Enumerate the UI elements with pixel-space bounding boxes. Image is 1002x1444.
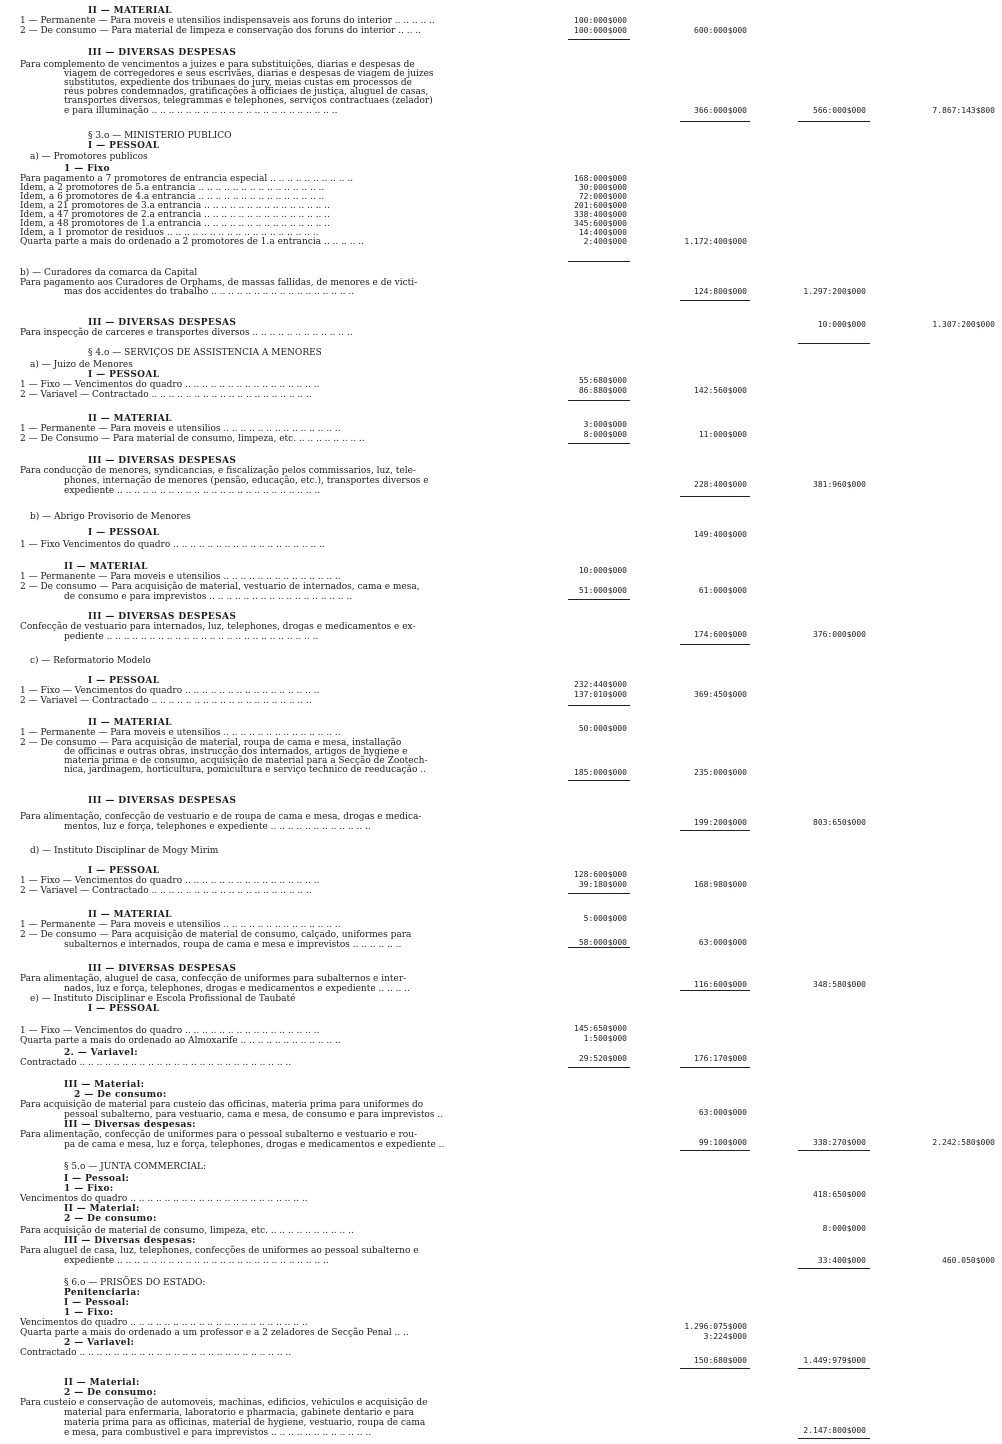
budget-line-text: viagem de corregedores e seus escrivães, diarias e despesas de viagem de juizes bbox=[64, 69, 434, 79]
section-heading: II — MATERIAL bbox=[64, 562, 148, 572]
budget-line-text: b) — Curadores da comarca da Capital bbox=[20, 268, 198, 278]
budget-line-text: Para conducção de menores, syndicancias, e fiscalização pelos commissarios, luz, tele- bbox=[20, 466, 416, 476]
budget-line-text: d) — Instituto Disciplinar de Mogy Mirim bbox=[30, 846, 219, 856]
budget-line-text: 2 — De consumo — Para acquisição de material, roupa de cama e mesa, installação bbox=[20, 738, 402, 748]
budget-line-text: 2 — De consumo — Para material de limpeza e conservação dos foruns do interior .. .. .. bbox=[20, 26, 422, 36]
amount-column-2: 150:680$000 bbox=[694, 1356, 747, 1365]
amount-column-1: 30:000$000 bbox=[578, 183, 627, 192]
amount-column-3: 566:000$000 bbox=[813, 106, 866, 115]
budget-line-text: § 3.o — MINISTERIO PUBLICO bbox=[88, 131, 232, 141]
amount-column-3: 348:580$000 bbox=[813, 980, 866, 989]
budget-line-text: subalternos e internados, roupa de cama e mesa e imprevistos .. .. .. .. .. .. bbox=[64, 940, 402, 950]
budget-line-text: transportes diversos, telegrammas e telephones, serviços contractuaes (zelador) bbox=[64, 96, 433, 106]
section-heading: III — Diversas despesas: bbox=[64, 1236, 196, 1246]
section-heading: III — Diversas despesas: bbox=[64, 1120, 196, 1130]
amount-column-1: 128:600$000 bbox=[574, 870, 627, 879]
budget-line-text: b) — Abrigo Provisorio de Menores bbox=[30, 512, 191, 522]
budget-line-text: Contractado .. .. .. .. .. .. .. .. .. .. .. .. .. .. .. .. .. .. .. .. .. .. .. .. .. bbox=[20, 1058, 292, 1068]
budget-line-text: 2 — De consumo — Para acquisição de material de consumo, calçado, uniformes para bbox=[20, 930, 412, 940]
amount-column-2: 168:980$000 bbox=[694, 880, 747, 889]
amount-column-1: 137:010$000 bbox=[574, 690, 627, 699]
amount-column-2: 1.296:075$000 bbox=[684, 1322, 747, 1331]
amount-column-1: 51:000$000 bbox=[578, 586, 627, 595]
amount-column-3: 1.297:200$000 bbox=[803, 287, 866, 296]
subtotal-rule bbox=[680, 300, 750, 301]
subtotal-rule bbox=[798, 1438, 870, 1439]
subtotal-rule bbox=[568, 599, 630, 600]
amount-column-1: 5:000$000 bbox=[583, 914, 627, 923]
budget-line-text: pediente .. .. .. .. .. .. .. .. .. .. .. .. .. .. .. .. .. .. .. .. .. .. .. .. .. bbox=[64, 632, 319, 642]
amount-column-2: 63:000$000 bbox=[698, 1108, 747, 1117]
section-heading: III — DIVERSAS DESPESAS bbox=[88, 456, 237, 466]
section-heading: 1 — Fixo: bbox=[64, 1184, 114, 1194]
budget-line-text: material para enfermaria, laboratorio e pharmacia, gabinete dentario e para bbox=[64, 1408, 414, 1418]
amount-column-1: 29:520$000 bbox=[578, 1054, 627, 1063]
section-heading: III — Material: bbox=[64, 1080, 145, 1090]
subtotal-rule bbox=[680, 830, 750, 831]
section-heading: II — Material: bbox=[64, 1378, 140, 1388]
amount-column-1: 345:600$000 bbox=[574, 219, 627, 228]
section-heading: 2 — De consumo: bbox=[64, 1388, 157, 1398]
amount-column-1: 338:400$000 bbox=[574, 210, 627, 219]
amount-column-4: 1.307:200$000 bbox=[932, 320, 995, 329]
budget-line-text: Para pagamento a 7 promotores de entrancia especial .. .. .. .. .. .. .. .. .. .. bbox=[20, 174, 354, 184]
budget-line-text: 1 — Fixo — Vencimentos do quadro .. .. .. .. .. .. .. .. .. .. .. .. .. .. .. .. bbox=[20, 1026, 320, 1036]
amount-column-3: 10:000$000 bbox=[817, 320, 866, 329]
subtotal-rule bbox=[568, 443, 630, 444]
amount-column-2: 61:000$000 bbox=[698, 586, 747, 595]
amount-column-2: 116:600$000 bbox=[694, 980, 747, 989]
budget-line-text: Para alimentação, confecção de vestuario e de roupa de cama e mesa, drogas e medica- bbox=[20, 812, 422, 822]
budget-line-text: 2 — De Consumo — Para material de consumo, limpeza, etc. .. .. .. .. .. .. .. .. bbox=[20, 434, 365, 444]
amount-column-3: 376:000$000 bbox=[813, 630, 866, 639]
amount-column-2: 235:000$000 bbox=[694, 768, 747, 777]
section-heading: III — DIVERSAS DESPESAS bbox=[88, 48, 237, 58]
amount-column-3: 338:270$000 bbox=[813, 1138, 866, 1147]
budget-line-text: phones, internação de menores (pensão, educação, etc.), transportes diversos e bbox=[64, 476, 429, 486]
amount-column-2: 174:600$000 bbox=[694, 630, 747, 639]
subtotal-rule bbox=[680, 1150, 750, 1151]
budget-line-text: 2 — Variavel — Contractado .. .. .. .. .. .. .. .. .. .. .. .. .. .. .. .. .. .. .. bbox=[20, 886, 312, 896]
budget-line-text: Para alimentação, confecção de uniformes para o pessoal subalterno e vestuario e rou- bbox=[20, 1130, 418, 1140]
budget-line-text: Para pagamento aos Curadores de Orphams, de massas fallidas, de menores e de victi- bbox=[20, 278, 418, 288]
budget-line-text: a) — Juizo de Menores bbox=[30, 360, 133, 370]
amount-column-2: 600:000$000 bbox=[694, 26, 747, 35]
subtotal-rule bbox=[798, 343, 870, 344]
budget-line-text: pa de cama e mesa, luz e força, telephones, drogas e medicamentos e expediente .. bbox=[64, 1140, 445, 1150]
amount-column-4: 2.242:580$000 bbox=[932, 1138, 995, 1147]
section-heading: I — Pessoal: bbox=[64, 1298, 130, 1308]
amount-column-2: 11:000$000 bbox=[698, 430, 747, 439]
section-heading: 1 — Fixo: bbox=[64, 1308, 114, 1318]
amount-column-3: 381:960$000 bbox=[813, 480, 866, 489]
budget-line-text: Para acquisição de material de consumo, limpeza, etc. .. .. .. .. .. .. .. .. .. .. bbox=[20, 1226, 354, 1236]
section-heading: II — MATERIAL bbox=[88, 718, 172, 728]
amount-column-3: 2.147:800$000 bbox=[803, 1426, 866, 1435]
section-heading: I — PESSOAL bbox=[88, 528, 160, 538]
amount-column-1: 10:000$000 bbox=[578, 566, 627, 575]
budget-line-text: expediente .. .. .. .. .. .. .. .. .. .. .. .. .. .. .. .. .. .. .. .. .. .. .. .. .. bbox=[64, 1256, 329, 1266]
amount-column-1: 232:440$000 bbox=[574, 680, 627, 689]
amount-column-1: 2:400$000 bbox=[583, 237, 627, 246]
amount-column-3: 803:650$000 bbox=[813, 818, 866, 827]
amount-column-2: 149:400$000 bbox=[694, 530, 747, 539]
amount-column-2: 1.172:400$000 bbox=[684, 237, 747, 246]
amount-column-2: 369:450$000 bbox=[694, 690, 747, 699]
section-heading: II — MATERIAL bbox=[88, 6, 172, 16]
subtotal-rule bbox=[568, 400, 630, 401]
subtotal-rule bbox=[798, 121, 870, 122]
amount-column-1: 50:000$000 bbox=[578, 724, 627, 733]
amount-column-2: 142:560$000 bbox=[694, 386, 747, 395]
amount-column-3: 33:400$000 bbox=[817, 1256, 866, 1265]
budget-line-text: Contractado .. .. .. .. .. .. .. .. .. .. .. .. .. .. .. .. .. .. .. .. .. .. .. .. .. bbox=[20, 1348, 292, 1358]
budget-line-text: 1 — Permanente — Para moveis e utensilios .. .. .. .. .. .. .. .. .. .. .. .. .. .. bbox=[20, 572, 341, 582]
budget-line-text: Idem, a 2 promotores de 5.a entrancia .. .. .. .. .. .. .. .. .. .. .. .. .. .. .. bbox=[20, 183, 325, 193]
subtotal-rule bbox=[568, 1067, 630, 1068]
subtotal-rule bbox=[680, 121, 750, 122]
amount-column-2: 366:000$000 bbox=[694, 106, 747, 115]
section-heading: 2 — Variavel: bbox=[64, 1338, 135, 1348]
budget-line-text: 1 — Permanente — Para moveis e utensilios .. .. .. .. .. .. .. .. .. .. .. .. .. .. bbox=[20, 920, 341, 930]
budget-line-text: Idem, a 1 promotor de residuos .. .. .. .. .. .. .. .. .. .. .. .. .. .. .. .. .. .. bbox=[20, 228, 319, 238]
budget-line-text: § 4.o — SERVIÇOS DE ASSISTENCIA A MENORES bbox=[88, 348, 322, 358]
amount-column-1: 3:000$000 bbox=[583, 420, 627, 429]
amount-column-1: 58:000$000 bbox=[578, 938, 627, 947]
budget-line-text: 1 — Fixo — Vencimentos do quadro .. .. .. .. .. .. .. .. .. .. .. .. .. .. .. .. bbox=[20, 380, 320, 390]
budget-line-text: Vencimentos do quadro .. .. .. .. .. .. .. .. .. .. .. .. .. .. .. .. .. .. .. .. .. bbox=[20, 1194, 308, 1204]
subtotal-rule bbox=[680, 1368, 750, 1369]
amount-column-2: 99:100$000 bbox=[698, 1138, 747, 1147]
section-heading: I — PESSOAL bbox=[88, 370, 160, 380]
budget-line-text: de consumo e para imprevistos .. .. .. .. .. .. .. .. .. .. .. .. .. .. .. .. .. bbox=[64, 592, 353, 602]
amount-column-2: 176:170$000 bbox=[694, 1054, 747, 1063]
section-heading: I — Pessoal: bbox=[64, 1174, 130, 1184]
budget-line-text: 1 — Fixo Vencimentos do quadro .. .. .. .. .. .. .. .. .. .. .. .. .. .. .. .. .. .. bbox=[20, 540, 325, 550]
subtotal-rule bbox=[568, 947, 630, 948]
amount-column-1: 72:000$000 bbox=[578, 192, 627, 201]
budget-line-text: 2 — Variavel — Contractado .. .. .. .. .. .. .. .. .. .. .. .. .. .. .. .. .. .. .. bbox=[20, 696, 312, 706]
section-heading: I — PESSOAL bbox=[88, 866, 160, 876]
budget-line-text: Para alimentação, aluguel de casa, confecção de uniformes para subalternos e inter- bbox=[20, 974, 407, 984]
budget-line-text: Vencimentos do quadro .. .. .. .. .. .. .. .. .. .. .. .. .. .. .. .. .. .. .. .. .. bbox=[20, 1318, 308, 1328]
budget-line-text: mas dos accidentes do trabalho .. .. .. .. .. .. .. .. .. .. .. .. .. .. .. .. .. bbox=[64, 287, 355, 297]
section-heading: I — PESSOAL bbox=[88, 676, 160, 686]
budget-line-text: 2 — De consumo — Para acquisição de material, vestuario de internados, cama e mesa, bbox=[20, 582, 420, 592]
amount-column-1: 168:000$000 bbox=[574, 174, 627, 183]
subtotal-rule bbox=[798, 1268, 870, 1269]
budget-line-text: Idem, a 47 promotores de 2.a entrancia .. .. .. .. .. .. .. .. .. .. .. .. .. .. .. bbox=[20, 210, 331, 220]
subtotal-rule bbox=[680, 1067, 750, 1068]
budget-line-text: e mesa, para combustivel e para imprevistos .. .. .. .. .. .. .. .. .. .. .. .. bbox=[64, 1428, 372, 1438]
budget-line-text: Para custeio e conservação de automoveis, machinas, edificios, vehiculos e acquisição de bbox=[20, 1398, 428, 1408]
subtotal-rule bbox=[568, 705, 630, 706]
budget-line-text: Idem, a 21 promotores de 3.a entrancia .. .. .. .. .. .. .. .. .. .. .. .. .. .. .. bbox=[20, 201, 331, 211]
budget-line-text: c) — Reformatorio Modelo bbox=[30, 656, 151, 666]
budget-line-text: Para acquisição de material para custeio das officinas, materia prima para uniformes do bbox=[20, 1100, 424, 1110]
section-heading: III — DIVERSAS DESPESAS bbox=[88, 964, 237, 974]
budget-line-text: 1 — Permanente — Para moveis e utensilios .. .. .. .. .. .. .. .. .. .. .. .. .. .. bbox=[20, 424, 341, 434]
budget-line-text: § 5.o — JUNTA COMMERCIAL: bbox=[64, 1162, 207, 1172]
budget-line-text: Idem, a 6 promotores de 4.a entrancia .. .. .. .. .. .. .. .. .. .. .. .. .. .. .. bbox=[20, 192, 325, 202]
section-heading: II — Material: bbox=[64, 1204, 140, 1214]
section-heading: I — PESSOAL bbox=[88, 1004, 160, 1014]
budget-line-text: e para illuminação .. .. .. .. .. .. .. .. .. .. .. .. .. .. .. .. .. .. .. .. .. .. bbox=[64, 106, 338, 116]
subtotal-rule bbox=[798, 1368, 870, 1369]
amount-column-1: 100:000$000 bbox=[574, 16, 627, 25]
subtotal-rule bbox=[680, 990, 750, 991]
amount-column-1: 145:650$000 bbox=[574, 1024, 627, 1033]
section-heading: Penitenciaria: bbox=[64, 1288, 141, 1298]
amount-column-1: 86:880$000 bbox=[578, 386, 627, 395]
section-heading: 2 — De consumo: bbox=[64, 1214, 157, 1224]
budget-line-text: 1 — Permanente — Para moveis e utensilios indispensaveis aos foruns do interior .. .. .. .. .. bbox=[20, 16, 435, 26]
amount-column-1: 100:000$000 bbox=[574, 26, 627, 35]
budget-line-text: 2 — Variavel — Contractado .. .. .. .. .. .. .. .. .. .. .. .. .. .. .. .. .. .. .. bbox=[20, 390, 312, 400]
section-heading: I — PESSOAL bbox=[88, 141, 160, 151]
budget-line-text: materia prima para as officinas, material de hygiene, vestuario, roupa de cama bbox=[64, 1418, 426, 1428]
budget-line-text: 1 — Fixo — Vencimentos do quadro .. .. .. .. .. .. .. .. .. .. .. .. .. .. .. .. bbox=[20, 686, 320, 696]
budget-line-text: mentos, luz e força, telephones e expediente .. .. .. .. .. .. .. .. .. .. .. .. bbox=[64, 822, 371, 832]
budget-line-text: Para complemento de vencimentos a juizes e para substituições, diarias e despesas de bbox=[20, 60, 415, 70]
budget-line-text: nica, jardinagem, horticultura, pomicultura e serviço technico de reeducação .. bbox=[64, 765, 426, 775]
amount-column-4: 7.867:143$800 bbox=[932, 106, 995, 115]
section-heading: 1 — Fixo bbox=[64, 164, 110, 174]
budget-line-text: Idem, a 48 promotores de 1.a entrancia .. .. .. .. .. .. .. .. .. .. .. .. .. .. .. bbox=[20, 219, 331, 229]
amount-column-2: 199:200$000 bbox=[694, 818, 747, 827]
budget-line-text: Para inspecção de carceres e transportes diversos .. .. .. .. .. .. .. .. .. .. .. .. bbox=[20, 328, 353, 338]
amount-column-3: 1.449:979$000 bbox=[803, 1356, 866, 1365]
amount-column-1: 55:680$000 bbox=[578, 376, 627, 385]
section-heading: III — DIVERSAS DESPESAS bbox=[88, 318, 237, 328]
amount-column-2: 3:224$000 bbox=[703, 1332, 747, 1341]
budget-line-text: Confecção de vestuario para internados, luz, telephones, drogas e medicamentos e ex- bbox=[20, 622, 416, 632]
budget-line-text: materia prima e de consumo, acquisição de material para a Secção de Zootech- bbox=[64, 756, 428, 766]
budget-line-text: Quarta parte a mais do ordenado ao Almoxarife .. .. .. .. .. .. .. .. .. .. .. .. bbox=[20, 1036, 341, 1046]
budget-line-text: nados, luz e força, telephones, drogas e medicamentos e expediente .. .. .. .. bbox=[64, 984, 410, 994]
amount-column-3: 418:650$000 bbox=[813, 1190, 866, 1199]
budget-line-text: pessoal subalterno, para vestuario, cama e mesa, de consumo e para imprevistos .. bbox=[64, 1110, 444, 1120]
section-heading: III — DIVERSAS DESPESAS bbox=[88, 612, 237, 622]
budget-line-text: § 6.o — PRISÕES DO ESTADO: bbox=[64, 1278, 206, 1288]
amount-column-1: 14:400$000 bbox=[578, 228, 627, 237]
section-heading: 2. — Variavel: bbox=[64, 1048, 138, 1058]
amount-column-1: 201:600$000 bbox=[574, 201, 627, 210]
subtotal-rule bbox=[680, 644, 750, 645]
amount-column-3: 8:000$000 bbox=[822, 1224, 866, 1233]
amount-column-2: 228:400$000 bbox=[694, 480, 747, 489]
subtotal-rule bbox=[568, 780, 630, 781]
budget-line-text: expediente .. .. .. .. .. .. .. .. .. .. .. .. .. .. .. .. .. .. .. .. .. .. .. .. bbox=[64, 486, 321, 496]
subtotal-rule bbox=[568, 893, 630, 894]
amount-column-1: 39:180$000 bbox=[578, 880, 627, 889]
budget-line-text: 1 — Permanente — Para moveis e utensilios .. .. .. .. .. .. .. .. .. .. .. .. .. .. bbox=[20, 728, 341, 738]
subtotal-rule bbox=[568, 39, 630, 40]
amount-column-1: 8:000$000 bbox=[583, 430, 627, 439]
section-heading: II — MATERIAL bbox=[88, 910, 172, 920]
budget-line-text: réus pobres condemnados, gratificações á officiaes de justiça, aluguel de casas, bbox=[64, 87, 429, 97]
subtotal-rule bbox=[568, 261, 630, 262]
budget-line-text: e) — Instituto Disciplinar e Escola Profissional de Taubaté bbox=[30, 994, 296, 1004]
section-heading: II — MATERIAL bbox=[88, 414, 172, 424]
budget-line-text: de officinas e outras obras, instrucção dos internados, artigos de hygiene e bbox=[64, 747, 408, 757]
amount-column-2: 63:000$000 bbox=[698, 938, 747, 947]
budget-line-text: a) — Promotores publicos bbox=[30, 152, 148, 162]
subtotal-rule bbox=[798, 1150, 870, 1151]
budget-line-text: Quarta parte a mais do ordenado a um professor e a 2 zeladores de Secção Penal .. .. bbox=[20, 1328, 409, 1338]
amount-column-1: 1:500$000 bbox=[583, 1034, 627, 1043]
section-heading: 2 — De consumo: bbox=[74, 1090, 167, 1100]
section-heading: III — DIVERSAS DESPESAS bbox=[88, 796, 237, 806]
budget-line-text: 1 — Fixo — Vencimentos do quadro .. .. .. .. .. .. .. .. .. .. .. .. .. .. .. .. bbox=[20, 876, 320, 886]
amount-column-4: 460.050$000 bbox=[942, 1256, 995, 1265]
budget-line-text: Quarta parte a mais do ordenado a 2 promotores de 1.a entrancia .. .. .. .. .. bbox=[20, 237, 365, 247]
budget-line-text: Para aluguel de casa, luz, telephones, confecções de uniformes ao pessoal subalterno e bbox=[20, 1246, 419, 1256]
budget-line-text: substitutos, expediente dos tribunaes do jury, meias custas em processos de bbox=[64, 78, 412, 88]
amount-column-2: 124:800$000 bbox=[694, 287, 747, 296]
subtotal-rule bbox=[680, 496, 750, 497]
amount-column-1: 185:000$000 bbox=[574, 768, 627, 777]
